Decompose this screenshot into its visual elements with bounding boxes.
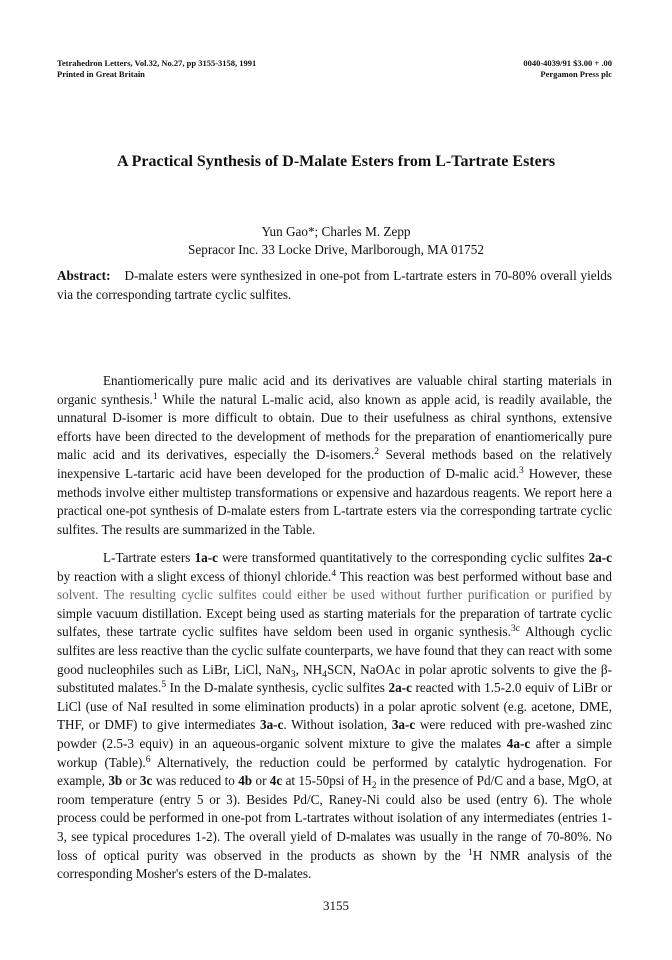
text: SCN, NaOAc in polar aprotic solvents to give the β-substituted malates. [57, 661, 612, 696]
ref-marker: 3c [510, 624, 520, 635]
code-line: 0040-4039/91 $3.00 + .00 [523, 58, 612, 68]
text: or [122, 773, 140, 789]
text: Enantiomerically pure malic acid and its derivatives are valuable chiral starting materials in organic synthesis. [57, 373, 612, 407]
paragraph-2 [57, 549, 612, 884]
abstract-label: Abstract: [57, 268, 111, 283]
compound-label: 3b [108, 773, 123, 789]
text: Although cyclic sulfites are less reactive than the cyclic sulfate counterparts, we have found that they can react with some good nucleophiles such as LiBr, LiCl, NaN [57, 624, 612, 677]
text: , NH [295, 661, 323, 677]
text: by reaction with a slight excess of thionyl chloride. [57, 568, 332, 584]
text: reacted with 1.5-2.0 equiv of LiBr or LiCl (use of NaI resulted in some elimination products) in a polar aprotic solvent (e.g. acetone, DME, THF, or DMF) to give intermediates [57, 680, 612, 733]
authors: Yun Gao*; Charles M. Zepp [261, 224, 411, 239]
text: H NMR analysis of the corresponding Mosher's esters of the D-malates. [57, 847, 612, 882]
affiliation: Sepracor Inc. 33 Locke Drive, Marlborough, MA 01752 [188, 242, 484, 257]
compound-label: 2a-c [388, 680, 412, 696]
compound-label: 3c [139, 773, 153, 789]
ref-marker: 2 [374, 447, 379, 458]
compound-label: 4c [269, 773, 283, 789]
ref-marker: 3 [519, 465, 524, 476]
text: in the presence of Pd/C and a base, MgO, at room temperature (entry 5 or 3). Besides Pd/C, Raney-Ni could also be used (entry 6). The whole process could be performed in one-pot from L-tartrates without isolation of any intermediates (entries 1-3, see typical procedures 1-2). The overall yield of D-malates was usually in the range of 70-80%. No loss of optical purity was observed in the products as shown by the [57, 773, 612, 863]
text: or [252, 773, 270, 789]
publisher-line: Pergamon Press plc [540, 69, 612, 79]
abstract [57, 267, 612, 304]
compound-label: 1a-c [194, 550, 219, 565]
text: was reduced to [152, 773, 239, 789]
text: were transformed quantitatively to the corresponding cyclic sulfites [218, 550, 589, 565]
journal-line: Tetrahedron Letters, Vol.32, No.27, pp 3155-3158, 1991 [57, 58, 257, 68]
superscript: 1 [468, 847, 473, 858]
text: Several methods based on the relatively inexpensive L-tartaric acid have been developed for the production of D-malic acid. [57, 447, 612, 481]
text: simple vacuum distillation. Except being used as starting materials for the preparation of tartrate cyclic sulfates, these tartrate cyclic sulfites have seldom been used in organic synthesis. [57, 605, 612, 640]
text: This reaction was best performed without base and [336, 568, 612, 584]
publisher-info [523, 58, 612, 80]
compound-label: 2a-c [588, 550, 612, 565]
text-faint: solvent. The resulting cyclic sulfites could either be used without further purification or purified by [57, 587, 612, 603]
subscript: 3 [290, 669, 296, 680]
compound-label: 3a-c [259, 717, 284, 733]
text: However, these methods involve either multistep transformations or expensive and hazardous reagents. We report here a practical one-pot synthesis of D-malate esters from L-tartrate esters via the corresponding tartrate cyclic sulfites. The results are summarized in the Table. [57, 465, 613, 537]
text: L-Tartrate esters [103, 550, 195, 565]
page-number: 3155 [323, 898, 349, 913]
text: . Without isolation, [283, 717, 392, 733]
journal-citation [57, 58, 256, 80]
text: Alternatively, the reduction could be performed by catalytic hydrogenation. For example, [57, 754, 613, 789]
printed-line: Printed in Great Britain [57, 69, 145, 79]
text: at 15-50psi of H [282, 773, 372, 789]
compound-label: 4a-c [506, 735, 531, 751]
paragraph-1 [57, 372, 612, 539]
ref-marker: 5 [161, 680, 167, 691]
text: In the D-malate synthesis, cyclic sulfites [166, 680, 389, 696]
text: While the natural L-malic acid, also known as apple acid, is readily available, the unnatural D-isomer is more difficult to obtain. Due to their usefulness as chiral synthons, extensive efforts have been directed to the development of methods for the preparation of enantiomerically pure malic acid and its derivatives, especially the D-isomers. [57, 391, 612, 463]
ref-marker: 4 [331, 568, 337, 579]
compound-label: 3a-c [391, 717, 416, 733]
compound-label: 4b [238, 773, 253, 789]
subscript: 2 [371, 781, 377, 792]
subscript: 4 [322, 669, 327, 680]
ref-marker: 1 [152, 391, 158, 402]
text: after a simple workup (Table). [57, 735, 612, 770]
ref-marker: 6 [145, 754, 151, 765]
abstract-text: D-malate esters were synthesized in one-pot from L-tartrate esters in 70-80% overall yields via the corresponding tartrate cyclic sulfites. [57, 268, 612, 302]
text: were reduced with pre-washed zinc powder (2.5-3 equiv) in an aqueous-organic solvent mixture to give the malates [57, 717, 612, 751]
article-title: A Practical Synthesis of D-Malate Esters from L-Tartrate Esters [116, 153, 556, 170]
